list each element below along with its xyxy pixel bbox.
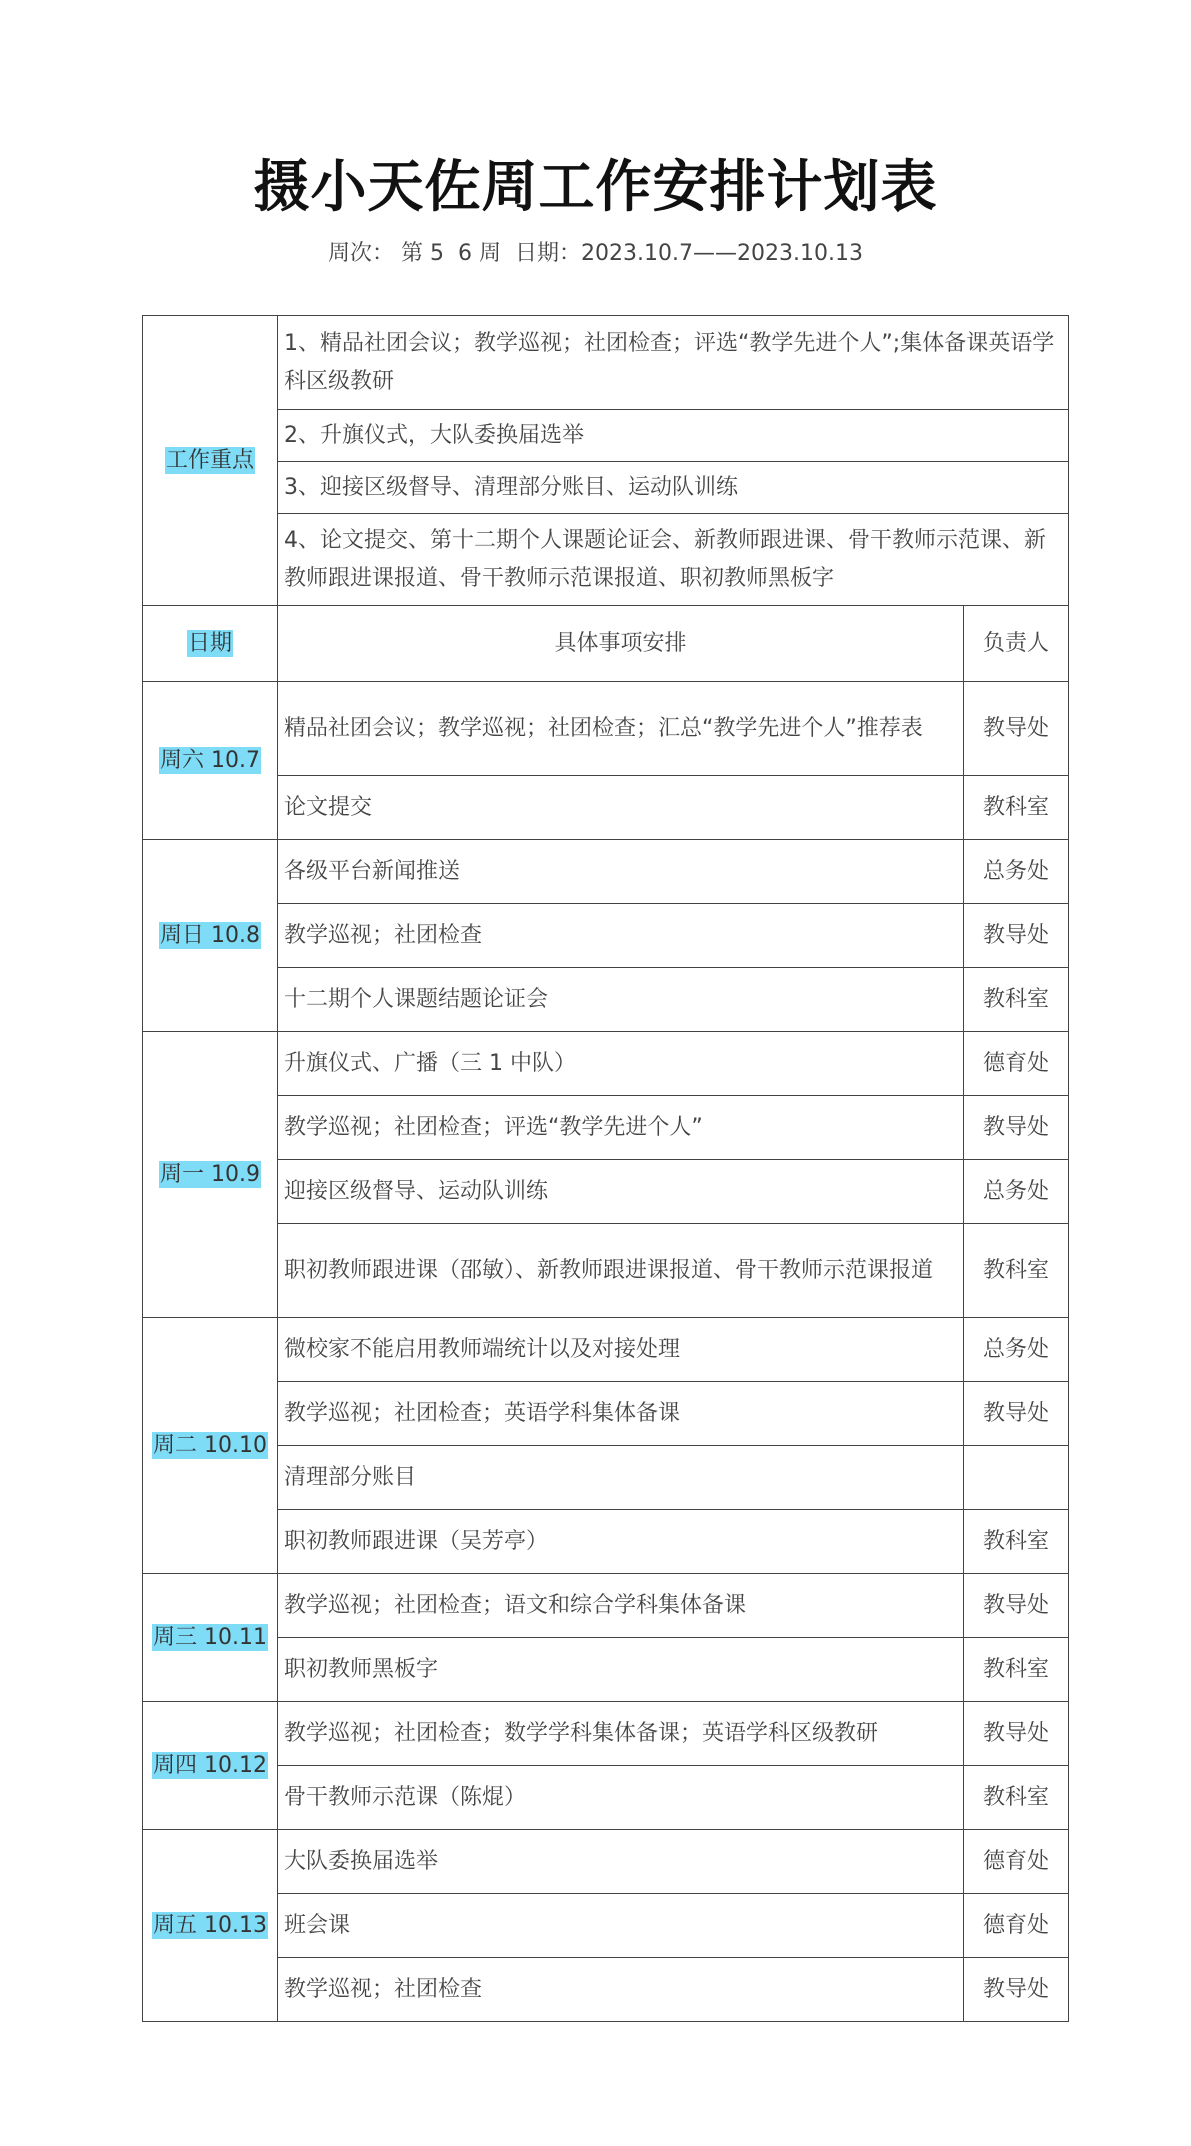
task-cell: 迎接区级督导、运动队训练: [278, 1160, 964, 1224]
table-row: [143, 1958, 1069, 2022]
task-cell: 教学巡视；社团检查；语文和综合学科集体备课: [278, 1574, 964, 1638]
week-value: 第 5 6 周: [401, 241, 502, 266]
table-row: [143, 1096, 1069, 1160]
table-row: [143, 1702, 1069, 1766]
owner-cell: 教导处: [964, 1382, 1069, 1446]
task-cell: 论文提交: [278, 776, 964, 840]
focus-item: 4、论文提交、第十二期个人课题论证会、新教师跟进课、骨干教师示范课、新教师跟进课报道、骨干教师示范课报道、职初教师黑板字: [278, 514, 1069, 606]
focus-row: [143, 410, 1069, 462]
owner-cell: 教导处: [964, 1702, 1069, 1766]
table-row: [143, 1446, 1069, 1510]
task-cell: 教学巡视；社团检查；评选“教学先进个人”: [278, 1096, 964, 1160]
header-row: [143, 606, 1069, 682]
table-row: [143, 776, 1069, 840]
task-cell: 精品社团会议；教学巡视；社团检查；汇总“教学先进个人”推荐表: [278, 682, 964, 776]
header-date-cell: [143, 606, 278, 682]
table-row: [143, 968, 1069, 1032]
focus-item: 1、精品社团会议；教学巡视；社团检查；评选“教学先进个人”;集体备课英语学科区级教研: [278, 316, 1069, 410]
owner-cell: 教导处: [964, 1096, 1069, 1160]
table-row: [143, 1510, 1069, 1574]
owner-cell: 德育处: [964, 1830, 1069, 1894]
day-label: 周五 10.13: [153, 1912, 267, 1938]
focus-row: [143, 316, 1069, 410]
day-label: 周六 10.7: [160, 747, 260, 773]
focus-label-cell: [143, 316, 278, 606]
day-label: 周三 10.11: [153, 1624, 267, 1650]
date-cell: [143, 1318, 278, 1574]
table-row: [143, 682, 1069, 776]
schedule-table: [142, 315, 1069, 2022]
owner-cell: 教导处: [964, 1958, 1069, 2022]
owner-cell: 德育处: [964, 1894, 1069, 1958]
task-cell: 职初教师跟进课（邵敏）、新教师跟进课报道、骨干教师示范课报道: [278, 1224, 964, 1318]
table-row: [143, 1160, 1069, 1224]
task-cell: 教学巡视；社团检查: [278, 1958, 964, 2022]
week-date-line: [0, 236, 1191, 272]
owner-cell: [964, 1446, 1069, 1510]
day-label: 周二 10.10: [153, 1432, 267, 1458]
table-row: [143, 840, 1069, 904]
header-date: 日期: [187, 630, 232, 656]
date-label: 日期：: [515, 241, 582, 266]
table-row: [143, 1638, 1069, 1702]
day-label: 周日 10.8: [160, 922, 260, 948]
owner-cell: 教科室: [964, 776, 1069, 840]
task-cell: 大队委换届选举: [278, 1830, 964, 1894]
owner-cell: 教科室: [964, 1510, 1069, 1574]
owner-cell: 总务处: [964, 1318, 1069, 1382]
owner-cell: 德育处: [964, 1032, 1069, 1096]
owner-cell: 总务处: [964, 1160, 1069, 1224]
table-row: [143, 1032, 1069, 1096]
table-row: [143, 1318, 1069, 1382]
owner-cell: 教科室: [964, 1766, 1069, 1830]
date-cell: [143, 840, 278, 1032]
task-cell: 骨干教师示范课（陈焜）: [278, 1766, 964, 1830]
focus-row: [143, 514, 1069, 606]
date-cell: [143, 1574, 278, 1702]
table-row: [143, 1224, 1069, 1318]
focus-label: 工作重点: [165, 447, 254, 473]
owner-cell: 教导处: [964, 904, 1069, 968]
date-cell: [143, 1702, 278, 1830]
week-label: 周次：: [328, 241, 395, 266]
task-cell: 各级平台新闻推送: [278, 840, 964, 904]
owner-cell: 教科室: [964, 1638, 1069, 1702]
date-cell: [143, 1032, 278, 1318]
header-owner: 负责人: [964, 606, 1069, 682]
table-row: [143, 1382, 1069, 1446]
task-cell: 职初教师跟进课（吴芳亭）: [278, 1510, 964, 1574]
task-cell: 十二期个人课题结题论证会: [278, 968, 964, 1032]
owner-cell: 教科室: [964, 968, 1069, 1032]
task-cell: 职初教师黑板字: [278, 1638, 964, 1702]
owner-cell: 教导处: [964, 682, 1069, 776]
table-row: [143, 904, 1069, 968]
owner-cell: 总务处: [964, 840, 1069, 904]
task-cell: 清理部分账目: [278, 1446, 964, 1510]
task-cell: 升旗仪式、广播（三 1 中队）: [278, 1032, 964, 1096]
focus-item: 2、升旗仪式，大队委换届选举: [278, 410, 1069, 462]
table-row: [143, 1766, 1069, 1830]
date-cell: [143, 1830, 278, 2022]
date-range: 2023.10.7——2023.10.13: [581, 241, 863, 266]
focus-row: [143, 462, 1069, 514]
page-title: 摄小天佐周工作安排计划表: [253, 155, 938, 220]
task-cell: 教学巡视；社团检查；英语学科集体备课: [278, 1382, 964, 1446]
date-cell: [143, 682, 278, 840]
task-cell: 教学巡视；社团检查: [278, 904, 964, 968]
day-label: 周四 10.12: [153, 1752, 267, 1778]
table-row: [143, 1574, 1069, 1638]
owner-cell: 教科室: [964, 1224, 1069, 1318]
table-row: [143, 1830, 1069, 1894]
task-cell: 班会课: [278, 1894, 964, 1958]
task-cell: 微校家不能启用教师端统计以及对接处理: [278, 1318, 964, 1382]
focus-item: 3、迎接区级督导、清理部分账目、运动队训练: [278, 462, 1069, 514]
day-label: 周一 10.9: [160, 1161, 260, 1187]
table-row: [143, 1894, 1069, 1958]
header-arrangement: 具体事项安排: [278, 606, 964, 682]
task-cell: 教学巡视；社团检查；数学学科集体备课；英语学科区级教研: [278, 1702, 964, 1766]
owner-cell: 教导处: [964, 1574, 1069, 1638]
